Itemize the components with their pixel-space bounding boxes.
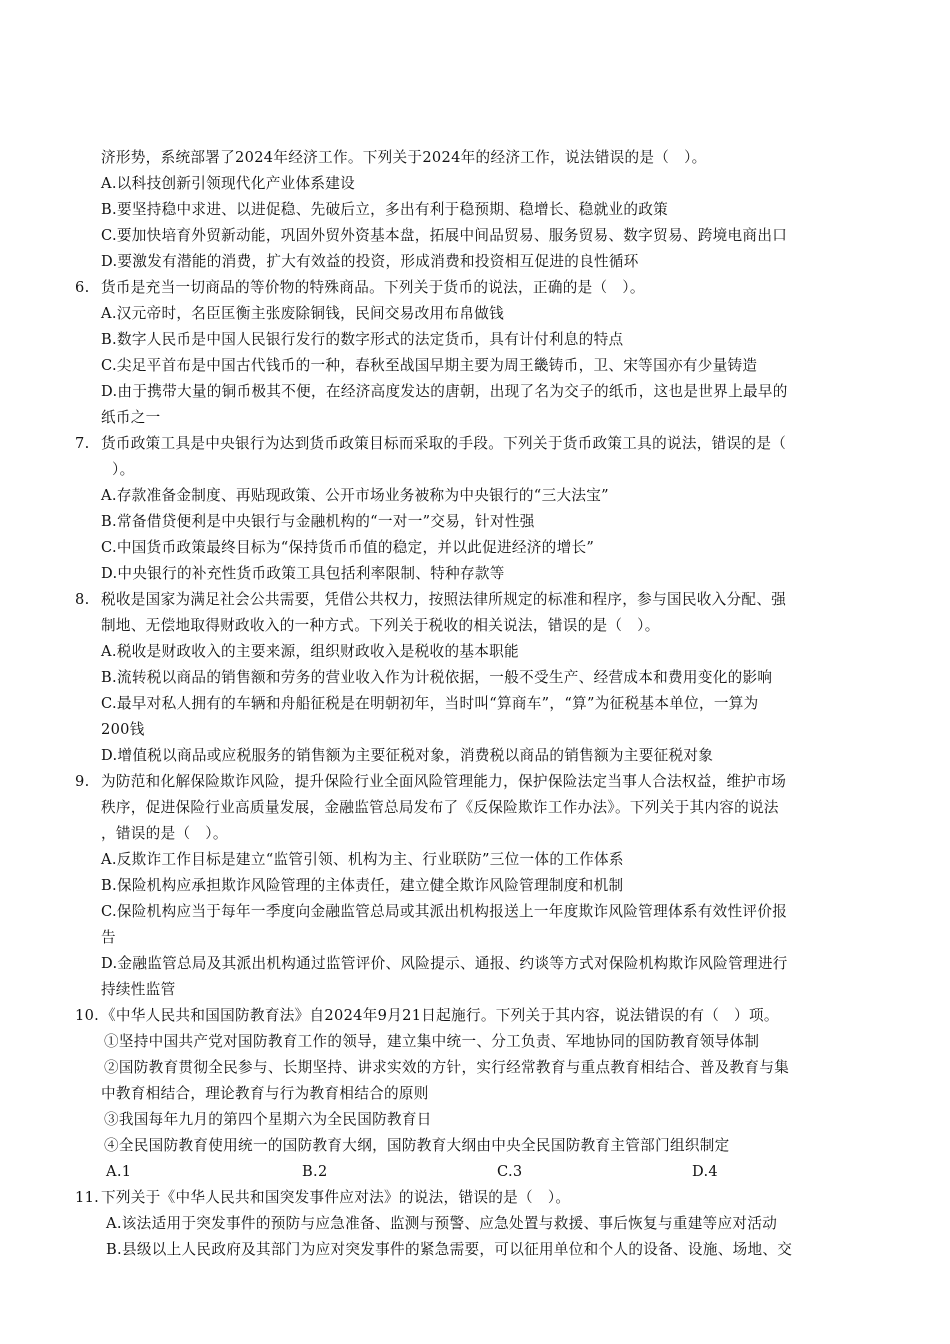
q9-stem-continuation-1: 秩序，促进保险行业高质量发展，金融监管总局发布了《反保险欺诈工作办法》。下列关于其内容的说法 [101, 799, 779, 816]
q10-choice-b: B.2 [302, 1163, 328, 1180]
q5-stem-continuation: 济形势，系统部署了2024年经济工作。下列关于2024年的经济工作，说法错误的是（ ）。 [101, 149, 707, 166]
q10-statement-4: ④全民国防教育使用统一的国防教育大纲，国防教育大纲由中央全民国防教育主管部门组织制定 [104, 1137, 730, 1154]
q10-choice-a: A.1 [106, 1163, 132, 1180]
q8-option-b: B.流转税以商品的销售额和劳务的营业收入作为计税依据，一般不受生产、经营成本和费用变化的影响 [101, 669, 773, 686]
q9-option-a: A.反欺诈工作目标是建立“监管引领、机构为主、行业联防”三位一体的工作体系 [101, 851, 624, 868]
q9-option-d: D.金融监管总局及其派出机构通过监管评价、风险提示、通报、约谈等方式对保险机构欺诈风险管理进行 [101, 955, 788, 972]
q11-stem: 下列关于《中华人民共和国突发事件应对法》的说法，错误的是（ ）。 [101, 1189, 571, 1206]
q7-option-b: B.常备借贷便利是中央银行与金融机构的“一对一”交易，针对性强 [101, 513, 535, 530]
q9-number: 9. [75, 773, 90, 790]
q9-option-c: C.保险机构应当于每年一季度向金融监管总局或其派出机构报送上一年度欺诈风险管理体系有效性评价报 [101, 903, 788, 920]
q8-number: 8. [75, 591, 90, 608]
q11-option-b: B.县级以上人民政府及其部门为应对突发事件的紧急需要，可以征用单位和个人的设备、设施、场地、交 [106, 1241, 793, 1258]
q7-stem: 货币政策工具是中央银行为达到货币政策目标而采取的手段。下列关于货币政策工具的说法，错误的是（ [101, 435, 787, 452]
q9-option-b: B.保险机构应承担欺诈风险管理的主体责任，建立健全欺诈风险管理制度和机制 [101, 877, 624, 894]
q7-stem-continuation: ）。 [112, 461, 135, 478]
q6-option-b: B.数字人民币是中国人民银行发行的数字形式的法定货币，具有计付利息的特点 [101, 331, 624, 348]
q6-stem: 货币是充当一切商品的等价物的特殊商品。下列关于货币的说法，正确的是（ ）。 [101, 279, 645, 296]
q6-option-a: A.汉元帝时，名臣匡衡主张废除铜钱，民间交易改用布帛做钱 [101, 305, 505, 322]
q7-option-c: C.中国货币政策最终目标为“保持货币币值的稳定，并以此促进经济的增长” [101, 539, 595, 556]
q5-option-b: B.要坚持稳中求进、以进促稳、先破后立，多出有利于稳预期、稳增长、稳就业的政策 [101, 201, 669, 218]
q5-option-a: A.以科技创新引领现代化产业体系建设 [101, 175, 356, 192]
q5-option-d: D.要激发有潜能的消费，扩大有效益的投资，形成消费和投资相互促进的良性循环 [101, 253, 639, 270]
q10-choice-d: D.4 [692, 1163, 719, 1180]
q6-number: 6. [75, 279, 90, 296]
q8-option-a: A.税收是财政收入的主要来源，组织财政收入是税收的基本职能 [101, 643, 519, 660]
q11-option-a: A.该法适用于突发事件的预防与应急准备、监测与预警、应急处置与救援、事后恢复与重建等应对活动 [106, 1215, 778, 1232]
q10-statement-3: ③我国每年九月的第四个星期六为全民国防教育日 [104, 1111, 432, 1128]
q10-number: 10. [75, 1007, 100, 1024]
q8-stem: 税收是国家为满足社会公共需要，凭借公共权力，按照法律所规定的标准和程序，参与国民收入分配、强 [101, 591, 787, 608]
q6-option-d: D.由于携带大量的铜币极其不便，在经济高度发达的唐朝，出现了名为交子的纸币，这也是世界上最早的 [101, 383, 788, 400]
q7-option-a: A.存款准备金制度、再贴现政策、公开市场业务被称为中央银行的“三大法宝” [101, 487, 609, 504]
q8-option-d: D.增值税以商品或应税服务的销售额为主要征税对象，消费税以商品的销售额为主要征税对象 [101, 747, 714, 764]
q9-option-c-continuation: 告 [101, 929, 116, 946]
q9-option-d-continuation: 持续性监管 [101, 981, 176, 998]
q8-stem-continuation: 制地、无偿地取得财政收入的一种方式。下列关于税收的相关说法，错误的是（ ）。 [101, 617, 660, 634]
q10-choice-c: C.3 [497, 1163, 523, 1180]
q8-option-c: C.最早对私人拥有的车辆和舟船征税是在明朝初年，当时叫“算商车”，“算”为征税基本单位，一算为 [101, 695, 759, 712]
q7-option-d: D.中央银行的补充性货币政策工具包括利率限制、特种存款等 [101, 565, 505, 582]
q6-option-d-continuation: 纸币之一 [101, 409, 161, 426]
q7-number: 7. [75, 435, 90, 452]
q10-statement-2: ②国防教育贯彻全民参与、长期坚持、讲求实效的方针，实行经常教育与重点教育相结合、普及教育与集 [104, 1059, 790, 1076]
q11-number: 11. [75, 1189, 100, 1206]
q9-stem-continuation-2: ，错误的是（ ）。 [101, 825, 228, 842]
q8-option-c-continuation: 200钱 [101, 721, 145, 738]
q10-statement-2-continuation: 中教育相结合，理论教育与行为教育相结合的原则 [101, 1085, 429, 1102]
q10-statement-1: ①坚持中国共产党对国防教育工作的领导，建立集中统一、分工负责、军地协同的国防教育领导体制 [104, 1033, 760, 1050]
q5-option-c: C.要加快培育外贸新动能，巩固外贸外资基本盘，拓展中间品贸易、服务贸易、数字贸易、跨境电商出口 [101, 227, 788, 244]
q10-stem: 《中华人民共和国国防教育法》自2024年9月21日起施行。下列关于其内容，说法错误的有（ ）项。 [101, 1007, 779, 1024]
q6-option-c: C.尖足平首布是中国古代钱币的一种，春秋至战国早期主要为周王畿铸币，卫、宋等国亦有少量铸造 [101, 357, 758, 374]
q9-stem: 为防范和化解保险欺诈风险，提升保险行业全面风险管理能力，保护保险法定当事人合法权益，维护市场 [101, 773, 787, 790]
